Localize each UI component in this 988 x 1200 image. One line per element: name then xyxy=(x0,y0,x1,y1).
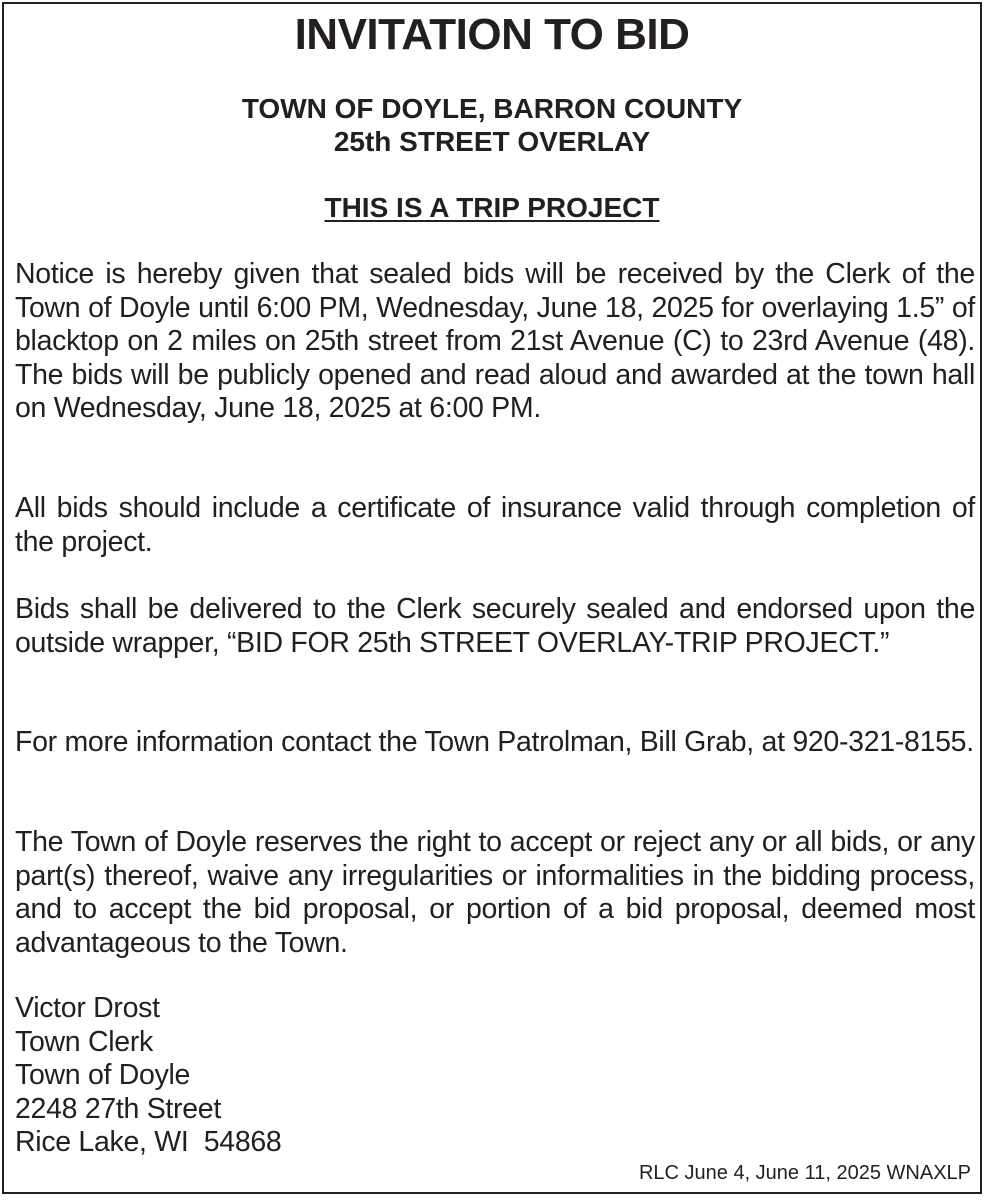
signature-city: Rice Lake, WI 54868 xyxy=(15,1126,282,1159)
paragraph-bid-notice: Notice is hereby given that sealed bids will be received by the Clerk of the Town of Doyle until 6:00 PM, Wednesday, June 18, 2025 for overlaying 1.5” of blacktop on 2 miles on 25th street from 21st Avenue (C) to 23rd Avenue (48). The bids will be publicly opened and read aloud and awarded at the town hall on Wednesday, June 18, 2025 at 6:00 PM. xyxy=(15,258,975,425)
legal-notice xyxy=(2,2,982,1194)
notice-subtitle-project: 25th STREET OVERLAY xyxy=(333,126,651,157)
notice-subtitle-town: TOWN OF DOYLE, BARRON COUNTY xyxy=(241,93,743,124)
project-type-heading xyxy=(4,191,980,224)
notice-title: INVITATION TO BID xyxy=(294,10,690,59)
paragraph-delivery: Bids shall be delivered to the Clerk securely sealed and endorsed upon the outside wrapper, “BID FOR 25th STREET OVERLAY-TRIP PROJECT.” xyxy=(15,593,975,659)
paragraph-contact: For more information contact the Town Patrolman, Bill Grab, at 920-321-8155. xyxy=(15,726,974,758)
paragraph-insurance: All bids should include a certificate of insurance valid through completion of the project. xyxy=(15,492,975,558)
paragraph-reservation: The Town of Doyle reserves the right to accept or reject any or all bids, or any part(s) thereof, waive any irregularities or informalities in the bidding process, and to accept the bid proposal, or portion of a bid proposal, deemed most advantageous to the Town. xyxy=(15,826,975,959)
signature-title: Town Clerk xyxy=(15,1025,153,1058)
signature-name: Victor Drost xyxy=(15,992,160,1024)
project-type-text: THIS IS A TRIP PROJECT xyxy=(324,192,660,223)
signature-street: 2248 27th Street xyxy=(15,1092,221,1125)
signature-organization: Town of Doyle xyxy=(15,1059,191,1092)
signature-block xyxy=(15,992,281,1160)
publication-line: RLC June 4, June 11, 2025 WNAXLP xyxy=(638,1162,971,1184)
